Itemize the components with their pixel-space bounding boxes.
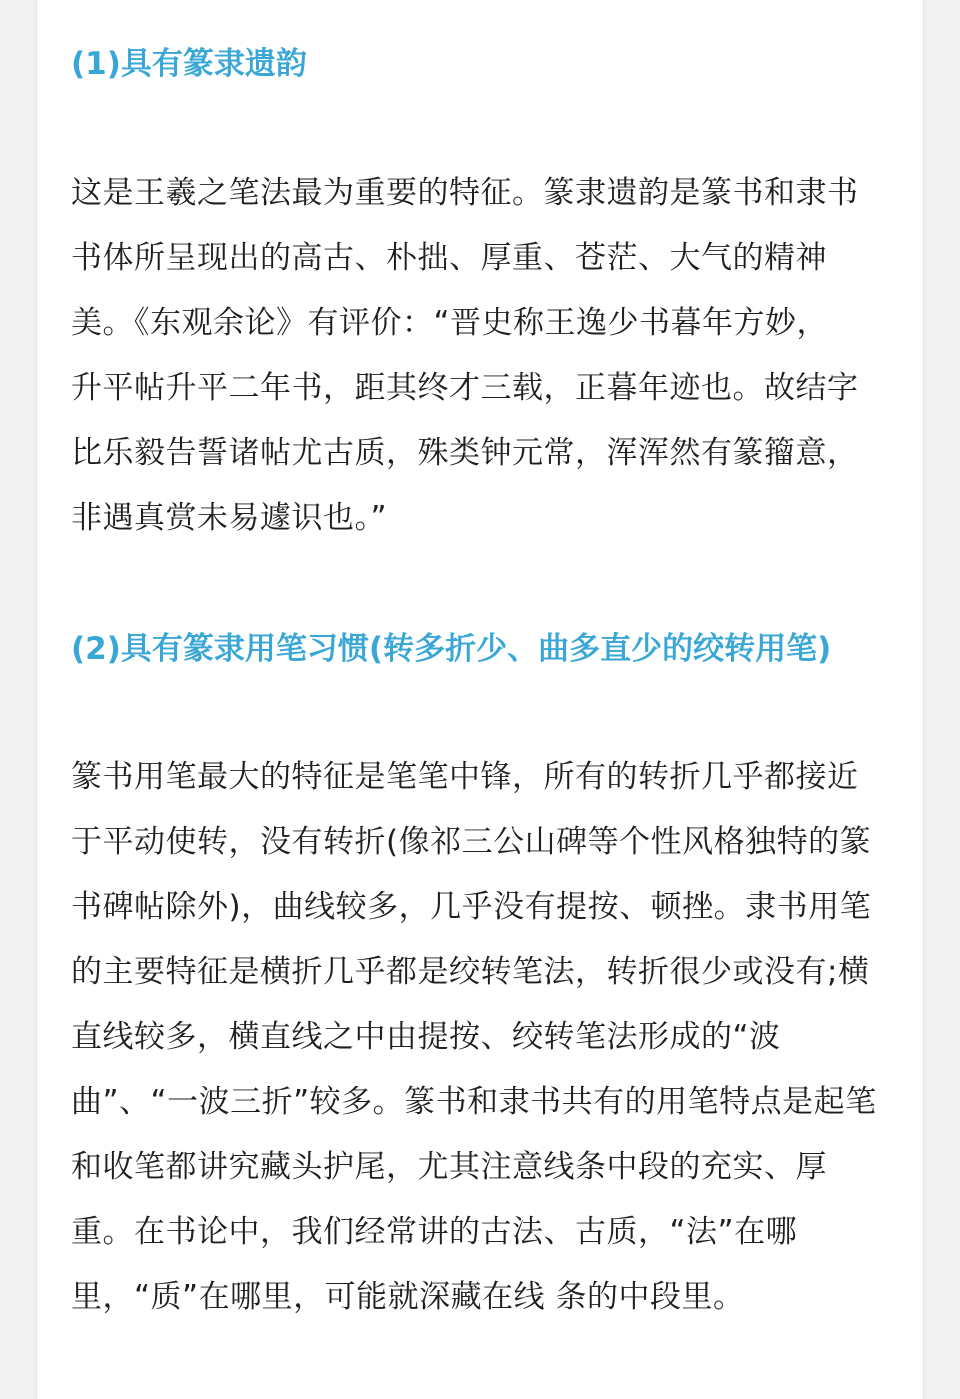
paragraph-line: 非遇真赏未易遽识也。” bbox=[71, 500, 388, 536]
paragraph-line: 书体所呈现出的高古、朴拙、厚重、苍茫、大气的精神 bbox=[71, 240, 827, 276]
section-paragraph-2 bbox=[71, 745, 877, 1330]
paragraph-line: 于平动使转，没有转折(像祁三公山碑等个性风格独特的篆 bbox=[71, 824, 872, 860]
section-heading-1: (1)具有篆隶遗韵 bbox=[71, 46, 307, 82]
paragraph-line: 里，“质”在哪里，可能就深藏在线 条的中段里。 bbox=[71, 1279, 745, 1315]
paragraph-line: 曲”、“一波三折”较多。篆书和隶书共有的用笔特点是起笔 bbox=[71, 1084, 877, 1120]
section-paragraph-1 bbox=[71, 161, 859, 551]
article-page bbox=[36, 0, 924, 1399]
paragraph-line: 篆书用笔最大的特征是笔笔中锋，所有的转折几乎都接近 bbox=[71, 759, 859, 795]
paragraph-line: 的主要特征是横折几乎都是绞转笔法，转折很少或没有;横 bbox=[71, 954, 870, 990]
paragraph-line: 重。在书论中，我们经常讲的古法、古质，“法”在哪 bbox=[71, 1214, 798, 1250]
paragraph-line: 和收笔都讲究藏头护尾，尤其注意线条中段的充实、厚 bbox=[71, 1149, 827, 1185]
paragraph-line: 比乐毅告誓诸帖尤古质，殊类钟元常，浑浑然有篆籀意， bbox=[71, 435, 859, 471]
paragraph-line: 美。《东观余论》有评价：“晋史称王逸少书暮年方妙， bbox=[71, 305, 829, 341]
paragraph-line: 升平帖升平二年书，距其终才三载，正暮年迹也。故结字 bbox=[71, 370, 859, 406]
paragraph-line: 这是王羲之笔法最为重要的特征。篆隶遗韵是篆书和隶书 bbox=[71, 175, 859, 211]
section-heading-2: (2)具有篆隶用笔习惯(转多折少、曲多直少的绞转用笔) bbox=[71, 631, 832, 667]
paragraph-line: 书碑帖除外)，曲线较多，几乎没有提按、顿挫。隶书用笔 bbox=[71, 889, 872, 925]
paragraph-line: 直线较多，横直线之中由提按、绞转笔法形成的“波 bbox=[71, 1019, 781, 1055]
